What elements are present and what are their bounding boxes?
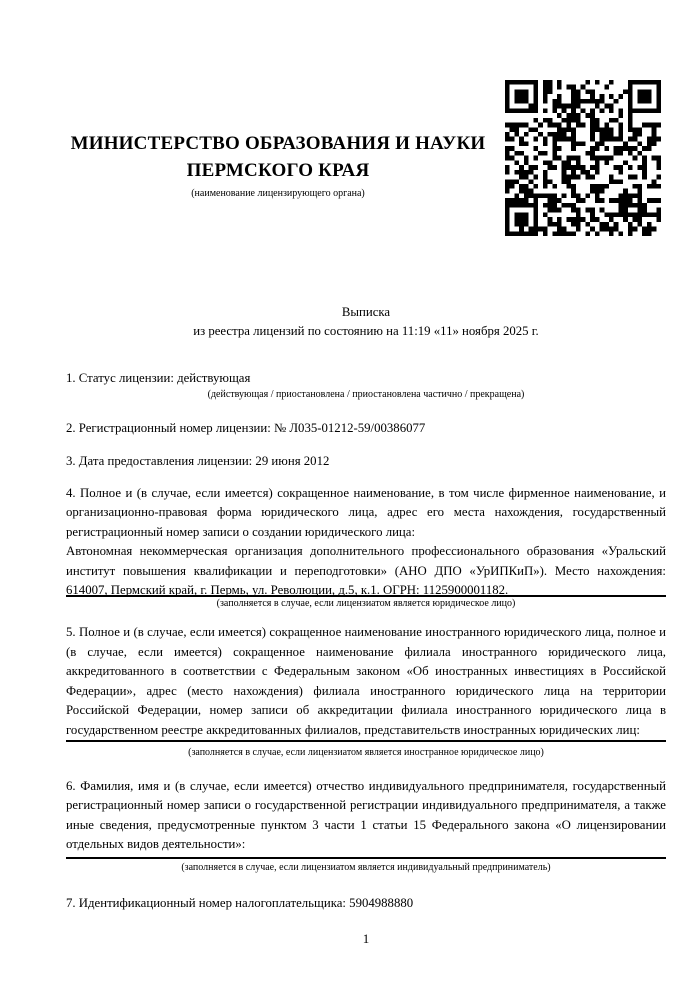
registration-number-line: 2. Регистрационный номер лицензии: № Л035-01212-59/00386077 bbox=[66, 421, 426, 436]
license-status-options-caption: (действующая / приостановлена / приостановлена частично / прекращена) bbox=[207, 389, 525, 401]
document-title-line2: из реестра лицензий по состоянию на 11:19 «11» ноября 2025 г. bbox=[193, 324, 539, 339]
licensing-authority-name-line1: МИНИСТЕРСТВО ОБРАЗОВАНИЯ И НАУКИ bbox=[70, 133, 486, 154]
legal-entity-label: 4. Полное и (в случае, если имеется) сокращенное наименование, в том числе фирменное наименование, и организационно-правовая форма юридического лица, адрес его места нахождения, государственный регистрационный номер записи о создании юридического лица: bbox=[66, 486, 666, 539]
legal-entity-caption: (заполняется в случае, если лицензиатом является юридическое лицо) bbox=[216, 598, 516, 610]
document-body bbox=[66, 303, 666, 913]
taxpayer-inn-line: 7. Идентификационный номер налогоплательщика: 5904988880 bbox=[66, 895, 414, 910]
document-title bbox=[66, 303, 666, 342]
licensing-authority-name-line2: ПЕРМСКОГО КРАЯ bbox=[186, 160, 370, 181]
individual-entrepreneur-fill-line bbox=[66, 857, 666, 859]
foreign-entity-label: 5. Полное и (в случае, если имеется) сокращенное наименование иностранного юридического лица, полное и (в случае, если имеется) сокращенное наименование филиала иностранного юридического лица, аккредитованного в соответствии с Федеральным законом «Об иностранных инвестициях в Российской Федерации», адрес (место нахождения) филиала иностранного юридического лица на территории Российской Федерации, номер записи об аккредитации филиала иностранного юридического лица в государственном реестре аккредитованных филиалов, представительств иностранных юридических лиц: bbox=[66, 625, 666, 737]
legal-entity-value: Автономная некоммерческая организация дополнительного профессионального образования «Уральский институт повышения квалификации и переподготовки» (АНО ДПО «УрИПКиП»). Место нахождения: 614007, Пермский край, г. Пермь, ул. Революции, д.5, к.1. ОГРН: 1125900001182. bbox=[66, 544, 666, 598]
individual-entrepreneur-label: 6. Фамилия, имя и (в случае, если имеется) отчество индивидуального предпринимателя, государственный регистрационный номер записи о государственной регистрации индивидуального предпринимателя, а также иные сведения, предусмотренные пунктом 3 части 1 статьи 15 Федерального закона «О лицензировании отдельных видов деятельности»: bbox=[66, 778, 666, 852]
individual-entrepreneur-caption: (заполняется в случае, если лицензиатом является индивидуальный предприниматель) bbox=[181, 861, 551, 873]
grant-date-line: 3. Дата предоставления лицензии: 29 июня 2012 bbox=[66, 453, 330, 468]
document-title-line1: Выписка bbox=[341, 305, 391, 319]
document-header bbox=[66, 130, 490, 200]
page-number: 1 bbox=[362, 931, 370, 946]
licensing-authority-caption: (наименование лицензирующего органа) bbox=[191, 188, 365, 199]
foreign-entity-caption: (заполняется в случае, если лицензиатом является иностранное юридическое лицо) bbox=[188, 746, 544, 758]
qr-code bbox=[505, 80, 661, 236]
foreign-entity-fill-line bbox=[66, 740, 666, 742]
license-status-line: 1. Статус лицензии: действующая bbox=[66, 370, 251, 385]
